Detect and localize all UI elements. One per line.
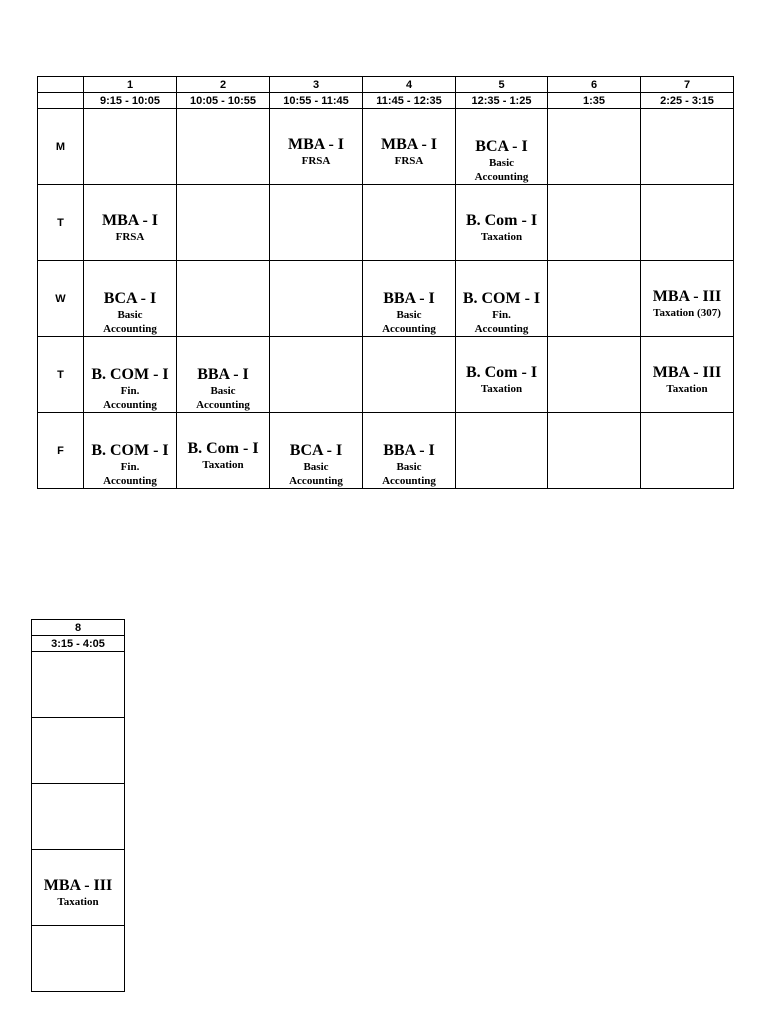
subject-line: FRSA (394, 154, 424, 167)
empty-slot (456, 413, 548, 489)
subject-line: Taxation (480, 230, 523, 243)
class-slot (456, 261, 548, 337)
subject-line: FRSA (115, 230, 145, 243)
subject-line: Basic (488, 157, 515, 169)
class-slot (84, 413, 177, 489)
period-time-row (32, 636, 125, 652)
empty-slot (548, 185, 641, 261)
subject-line: Fin. (120, 461, 140, 473)
period-number: 5 (456, 77, 548, 93)
class-name: MBA - III (652, 287, 722, 305)
subject-line: Taxation (57, 895, 99, 908)
class-slot (456, 185, 548, 261)
class-name: B. Com - I (187, 439, 259, 457)
class-name: MBA - III (652, 363, 722, 381)
subject-line: Accounting (103, 399, 157, 411)
subject-line: Basic (396, 309, 422, 321)
class-name: B. Com - I (465, 363, 538, 381)
timetable-body (38, 109, 734, 489)
class-slot (641, 337, 734, 413)
class-slot (32, 850, 125, 926)
subject-line: Basic (396, 461, 422, 473)
period-number: 3 (270, 77, 363, 93)
day-row (32, 718, 125, 784)
class-slot (363, 413, 456, 489)
class-name: BBA - I (383, 290, 435, 307)
subject-line: Basic (117, 309, 143, 321)
period-time: 11:45 - 12:35 (363, 93, 456, 109)
subject-line: Accounting (382, 323, 436, 335)
empty-slot (177, 261, 270, 337)
empty-slot (32, 718, 125, 784)
class-slot (270, 109, 363, 185)
subject-line: Taxation (480, 382, 523, 395)
empty-slot (548, 413, 641, 489)
empty-slot (548, 261, 641, 337)
day-row (32, 784, 125, 850)
class-slot (177, 337, 270, 413)
period-time: 10:05 - 10:55 (177, 93, 270, 109)
class-slot (363, 261, 456, 337)
day-row (38, 185, 734, 261)
class-name: MBA - I (102, 211, 158, 229)
period-number-row (32, 620, 125, 636)
period-number: 4 (363, 77, 456, 93)
period-time: 1:35 (548, 93, 641, 109)
class-name: B. COM - I (91, 442, 169, 459)
empty-slot (32, 926, 125, 992)
timetable-extra (31, 619, 125, 992)
subject-line: Fin. (492, 309, 511, 321)
class-name: B. COM - I (462, 290, 541, 307)
class-name: B. COM - I (91, 366, 169, 383)
class-name: BBA - I (197, 366, 249, 383)
empty-slot (641, 109, 734, 185)
class-slot (456, 337, 548, 413)
empty-slot (641, 413, 734, 489)
empty-slot (177, 185, 270, 261)
day-label: M (38, 109, 84, 185)
subject-line: Fin. (120, 385, 140, 397)
empty-slot (548, 337, 641, 413)
subject-line: Accounting (382, 475, 436, 487)
class-slot (270, 413, 363, 489)
empty-slot (363, 337, 456, 413)
day-row (32, 926, 125, 992)
class-slot (177, 413, 270, 489)
empty-slot (363, 185, 456, 261)
class-slot (84, 337, 177, 413)
empty-slot (270, 185, 363, 261)
empty-slot (270, 337, 363, 413)
timetable-extra-body (32, 652, 125, 992)
empty-slot (270, 261, 363, 337)
class-name: MBA - III (43, 876, 113, 894)
subject-line: Taxation (666, 382, 708, 395)
period-time: 3:15 - 4:05 (32, 636, 125, 652)
subject-line: Basic (210, 385, 236, 397)
day-row (38, 413, 734, 489)
empty-slot (84, 109, 177, 185)
class-slot (363, 109, 456, 185)
day-label: W (38, 261, 84, 337)
class-name: MBA - I (288, 135, 344, 153)
period-time: 12:35 - 1:25 (456, 93, 548, 109)
timetable-main (37, 76, 734, 489)
period-number-row (38, 77, 734, 93)
class-name: BBA - I (383, 442, 435, 459)
class-name: BCA - I (475, 138, 528, 155)
period-time: 2:25 - 3:15 (641, 93, 734, 109)
class-slot (641, 261, 734, 337)
day-row (32, 850, 125, 926)
day-row (38, 337, 734, 413)
subject-line: Accounting (196, 399, 250, 411)
subject-line: FRSA (301, 154, 331, 167)
period-number: 2 (177, 77, 270, 93)
empty-slot (32, 652, 125, 718)
day-label: F (38, 413, 84, 489)
class-name: BCA - I (103, 290, 157, 307)
empty-slot (548, 109, 641, 185)
period-number: 6 (548, 77, 641, 93)
class-name: B. Com - I (465, 211, 538, 229)
day-row (32, 652, 125, 718)
class-name: BCA - I (289, 442, 343, 459)
class-slot (84, 185, 177, 261)
period-time: 10:55 - 11:45 (270, 93, 363, 109)
subject-line: Accounting (474, 323, 529, 335)
day-row (38, 261, 734, 337)
empty-slot (641, 185, 734, 261)
period-time: 9:15 - 10:05 (84, 93, 177, 109)
period-number: 7 (641, 77, 734, 93)
day-row (38, 109, 734, 185)
period-number: 1 (84, 77, 177, 93)
subject-line: Accounting (103, 475, 157, 487)
period-number: 8 (32, 620, 125, 636)
empty-slot (32, 784, 125, 850)
subject-line: Basic (303, 461, 329, 473)
class-name: MBA - I (381, 135, 437, 153)
class-slot (456, 109, 548, 185)
corner-cell (38, 77, 84, 93)
day-label: T (38, 337, 84, 413)
empty-slot (177, 109, 270, 185)
corner-cell (38, 93, 84, 109)
period-time-row (38, 93, 734, 109)
subject-line: Taxation (307) (653, 306, 721, 319)
class-slot (84, 261, 177, 337)
subject-line: Accounting (474, 171, 529, 183)
subject-line: Accounting (103, 323, 157, 335)
day-label: T (38, 185, 84, 261)
subject-line: Accounting (289, 475, 343, 487)
subject-line: Taxation (202, 458, 244, 471)
